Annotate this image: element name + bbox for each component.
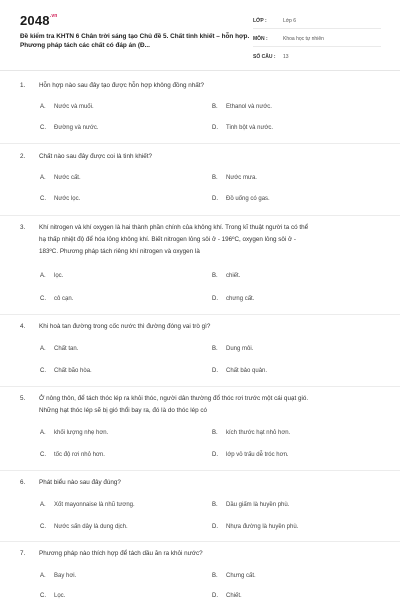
divider: [0, 541, 400, 542]
option-a[interactable]: A. khối lượng nhẹ hơn.: [40, 430, 109, 436]
option-c[interactable]: C. Lọc.: [40, 593, 66, 599]
meta-row-class: [253, 14, 381, 29]
option-b[interactable]: B. kích thước hạt nhỏ hơn.: [212, 430, 291, 436]
question-text: Phương pháp nào thích hợp để tách dầu ăn ra khỏi nước?: [39, 550, 203, 557]
meta-label: MÔN :: [253, 36, 268, 42]
option-a[interactable]: A. Nước cất.: [40, 175, 81, 181]
option-d[interactable]: D. Nhựa đường là huyền phù.: [212, 524, 299, 530]
page-title: Đề kiểm tra KHTN 6 Chân trời sáng tạo Chủ đề 5. Chất tinh khiết – hỗn hợp. Phương pháp tách các chất có đáp án (Đ...: [20, 33, 250, 49]
option-a[interactable]: A. Xốt mayonnaise là nhũ tương.: [40, 502, 135, 508]
question-text-line-2: hạ thấp nhiệt độ để hóa lỏng không khí. Biết nitrogen lỏng sôi ở - 196ºC, oxygen lỏng sôi ở -: [39, 236, 297, 243]
divider: [0, 470, 400, 471]
option-d[interactable]: D. lớp vỏ trấu dễ tróc hơn.: [212, 452, 289, 458]
option-a[interactable]: A. lọc.: [40, 273, 64, 279]
question-text: Hỗn hợp nào sau đây tạo được hỗn hợp không đồng nhất?: [39, 82, 205, 89]
option-b[interactable]: B. Ethanol và nước.: [212, 104, 272, 110]
question-number: 4.: [20, 323, 26, 330]
option-c[interactable]: C. Nước lọc.: [40, 196, 81, 202]
meta-value: Khoa học tự nhiên: [283, 36, 324, 42]
option-d[interactable]: D. Chiết.: [212, 593, 242, 599]
divider: [0, 215, 400, 216]
option-b[interactable]: B. Dung môi.: [212, 346, 254, 352]
exam-meta: [253, 14, 381, 67]
option-c[interactable]: C. cô cạn.: [40, 296, 74, 302]
question-number: 6.: [20, 479, 26, 486]
question-text-line-1: Khí nitrogen và khí oxygen là hai thành phần chính của không khí. Trong kĩ thuật người ta có thể: [39, 224, 309, 231]
option-a[interactable]: A. Nước và muối.: [40, 104, 94, 110]
question-text-line-3: 183ºC. Phương pháp tách riêng khí nitrogen và oxygen là: [39, 248, 200, 255]
question-number: 5.: [20, 395, 26, 402]
meta-value: 13: [283, 54, 289, 60]
divider: [0, 143, 400, 144]
question-number: 1.: [20, 82, 26, 89]
option-c[interactable]: C. Đường và nước.: [40, 125, 99, 131]
meta-value: Lớp 6: [283, 18, 297, 24]
option-d[interactable]: D. chưng cất.: [212, 296, 255, 302]
divider: [0, 314, 400, 315]
meta-row-subject: [253, 32, 381, 47]
question-text: Chất nào sau đây được coi là tinh khiết?: [39, 153, 153, 160]
option-d[interactable]: D. Chất bảo quản.: [212, 368, 268, 374]
option-d[interactable]: D. Đồ uống có gas.: [212, 196, 270, 202]
site-logo[interactable]: $2048^{.vn}$: [20, 13, 58, 28]
question-number: 2.: [20, 153, 26, 160]
option-c[interactable]: C. Chất bão hòa.: [40, 368, 92, 374]
option-b[interactable]: B. chiết.: [212, 273, 241, 279]
option-a[interactable]: A. Bay hơi.: [40, 573, 77, 579]
meta-label: SỐ CÂU :: [253, 54, 276, 60]
question-number: 3.: [20, 224, 26, 231]
option-b[interactable]: B. Nước mưa.: [212, 175, 257, 181]
meta-row-count: [253, 50, 381, 64]
page-header: [0, 0, 400, 71]
option-a[interactable]: A. Chất tan.: [40, 346, 79, 352]
meta-label: LỚP :: [253, 18, 267, 24]
option-c[interactable]: C. tốc độ rơi nhỏ hơn.: [40, 452, 105, 458]
question-text-line-1: Ở nông thôn, để tách thóc lép ra khỏi thóc, người dân thường đổ thóc rơi trước một cái quạt gió.: [39, 395, 309, 402]
option-b[interactable]: B. Dầu giấm là huyền phù.: [212, 502, 290, 508]
option-d[interactable]: D. Tinh bột và nước.: [212, 125, 274, 131]
question-number: 7.: [20, 550, 26, 557]
option-c[interactable]: C. Nước sấn dây là dung dịch.: [40, 524, 128, 530]
question-text-line-2: Những hạt thóc lép sẽ bị gió thổi bay ra, đó là do thóc lép có: [39, 407, 208, 414]
option-b[interactable]: B. Chưng cất.: [212, 573, 256, 579]
question-text: Khi hoà tan đường trong cốc nước thì đường đóng vai trò gì?: [39, 323, 211, 330]
question-text: Phát biểu nào sau đây đúng?: [39, 479, 121, 486]
divider: [0, 386, 400, 387]
